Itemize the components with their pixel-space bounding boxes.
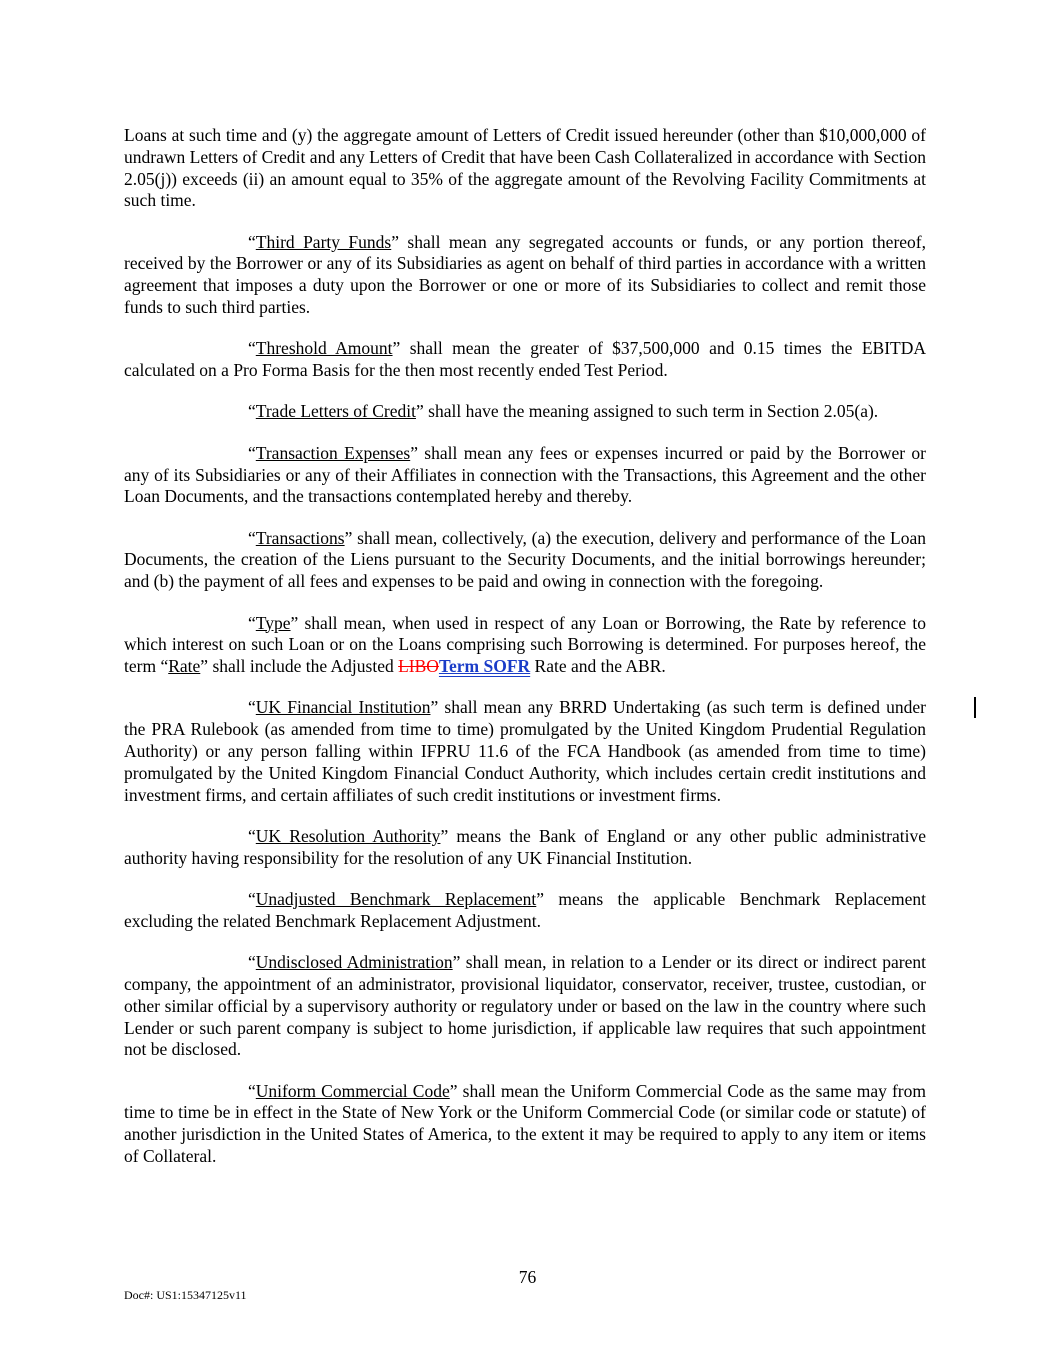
change-bar	[974, 697, 976, 718]
definition-text: ” shall mean, collectively, (a) the execution, delivery and performance of the Loan Documents, the creation of the Liens pursuant to the Security Documents, and the initial borrowings hereunder; and (b) the payment of all fees and expenses to be paid and owing in connection with the foregoing.	[124, 527, 926, 592]
definition-text: ” shall include the Adjusted	[200, 656, 399, 677]
page-number: 76	[518, 1267, 537, 1287]
definition-text: ” means the applicable Benchmark Replacement excluding the related Benchmark Replacement Adjustment.	[124, 889, 926, 931]
definition-text: Rate and the ABR.	[530, 656, 666, 677]
defined-term: Uniform Commercial Code	[255, 1080, 450, 1101]
defined-term: Type	[255, 612, 291, 633]
defined-term: UK Resolution Authority	[255, 825, 441, 846]
definition-trade-letters-of-credit: “Trade Letters of Credit” shall have the meaning assigned to such term in Section 2.05(a).	[248, 401, 879, 422]
definition-text: ” means the Bank of England or any other public administrative authority having responsibility for the resolution of any UK Financial Institution.	[124, 825, 926, 868]
defined-term: UK Financial Institution	[255, 697, 431, 718]
deleted-text: LIBO	[398, 656, 439, 677]
definition-uniform-commercial-code: “Uniform Commercial Code” shall mean the Uniform Commercial Code as the same may from time to time be in effect in the State of New York or the Uniform Commercial Code (or similar code or statute) of another jurisdiction in the United States of America, to the extent it may be required to apply to any item or items of Collateral.	[124, 1080, 926, 1166]
definition-text: ” shall mean any fees or expenses incurred or paid by the Borrower or any of its Subsidiaries or any of their Affiliates in connection with the Transactions, this Agreement and the other Loan Documents, and the transactions contemplated hereby and thereby.	[124, 442, 926, 507]
defined-term: Transactions	[255, 527, 345, 548]
definition-transaction-expenses: “Transaction Expenses” shall mean any fees or expenses incurred or paid by the Borrower or any of its Subsidiaries or any of their Affiliates in connection with the Transactions, this Agreement and the other Loan Documents, and the transactions contemplated hereby and thereby.	[124, 442, 926, 507]
defined-term: Threshold Amount	[255, 338, 393, 359]
definition-text: ” shall mean, in relation to a Lender or its direct or indirect parent company, the appointment of an administrator, provisional liquidator, conservator, receiver, trustee, custodian, or other similar official by a supervisory authority or regulatory under or based on the law in the country where such Lender or such parent company is subject to home jurisdiction, if applicable law requires that such appointment not be disclosed.	[124, 952, 926, 1060]
definition-text: ” shall mean the greater of $37,500,000 and 0.15 times the EBITDA calculated on a Pro Forma Basis for the then most recently ended Test Period.	[124, 338, 926, 381]
definition-text: ” shall mean any BRRD Undertaking (as such term is defined under the PRA Rulebook (as amended from time to time) promulgated by the United Kingdom Prudential Regulation Authority) or any person falling within IFPRU 11.6 of the FCA Handbook (as amended from time to time) promulgated by the United Kingdom Financial Conduct Authority, which includes certain credit institutions and investment firms, and certain affiliates of such credit institutions or investment firms.	[124, 697, 926, 805]
defined-term: Transaction Expenses	[255, 442, 411, 463]
defined-term: Third Party Funds	[255, 231, 392, 252]
definition-uk-resolution-authority: “UK Resolution Authority” means the Bank of England or any other public administrative authority having responsibility for the resolution of any UK Financial Institution.	[124, 825, 926, 868]
definition-text: ” shall mean any segregated accounts or funds, or any portion thereof, received by the Borrower or any of its Subsidiaries as agent on behalf of third parties in accordance with a written agreement that imposes a duty upon the Borrower or one or more of its Subsidiaries to collect and remit those funds to such third parties.	[124, 231, 926, 318]
definition-text: ” shall mean, when used in respect of any Loan or Borrowing, the Rate by reference to which interest on such Loan or on the Loans comprising such Borrowing is determined. For purposes hereof, the term “	[124, 612, 926, 677]
defined-term: Undisclosed Administration	[255, 952, 453, 973]
definition-threshold-amount: “Threshold Amount” shall mean the greater of $37,500,000 and 0.15 times the EBITDA calculated on a Pro Forma Basis for the then most recently ended Test Period.	[124, 338, 926, 381]
inserted-text: Term SOFR	[438, 656, 531, 677]
document-body	[124, 125, 926, 1187]
document-id: Doc#: US1:15347125v11	[124, 1288, 247, 1302]
definition-undisclosed-administration: “Undisclosed Administration” shall mean, in relation to a Lender or its direct or indirect parent company, the appointment of an administrator, provisional liquidator, conservator, receiver, trustee, custodian, or other similar official by a supervisory authority or regulatory under or based on the law in the country where such Lender or such parent company is subject to home jurisdiction, if applicable law requires that such appointment not be disclosed.	[124, 952, 926, 1060]
defined-term: Unadjusted Benchmark Replacement	[255, 889, 537, 910]
definition-text: ” shall have the meaning assigned to such term in Section 2.05(a).	[416, 401, 879, 422]
definition-third-party-funds: “Third Party Funds” shall mean any segregated accounts or funds, or any portion thereof, received by the Borrower or any of its Subsidiaries as agent on behalf of third parties in accordance with a written agreement that imposes a duty upon the Borrower or one or more of its Subsidiaries to collect and remit those funds to such third parties.	[124, 231, 926, 318]
definition-type: “Type” shall mean, when used in respect of any Loan or Borrowing, the Rate by reference to which interest on such Loan or on the Loans comprising such Borrowing is determined. For purposes hereof, the term “Rate” shall include the Adjusted LIBOTerm SOFR Rate and the ABR.	[124, 612, 926, 677]
definition-transactions: “Transactions” shall mean, collectively, (a) the execution, delivery and performance of the Loan Documents, the creation of the Liens pursuant to the Security Documents, and the initial borrowings hereunder; and (b) the payment of all fees and expenses to be paid and owing in connection with the foregoing.	[124, 527, 926, 592]
definition-uk-financial-institution: “UK Financial Institution” shall mean any BRRD Undertaking (as such term is defined under the PRA Rulebook (as amended from time to time) promulgated by the United Kingdom Prudential Regulation Authority) or any person falling within IFPRU 11.6 of the FCA Handbook (as amended from time to time) promulgated by the United Kingdom Financial Conduct Authority, which includes certain credit institutions and investment firms, and certain affiliates of such credit institutions or investment firms.	[124, 697, 926, 805]
definition-unadjusted-benchmark-replacement: “Unadjusted Benchmark Replacement” means the applicable Benchmark Replacement excluding the related Benchmark Replacement Adjustment.	[124, 889, 926, 931]
paragraph-text: Loans at such time and (y) the aggregate amount of Letters of Credit issued hereunder (other than $10,000,000 of undrawn Letters of Credit and any Letters of Credit that have been Cash Collateralized in accordance with Section 2.05(j)) exceeds (ii) an amount equal to 35% of the aggregate amount of the Revolving Facility Commitments at such time.	[124, 125, 926, 211]
paragraph-continuation	[124, 125, 926, 212]
defined-term: Trade Letters of Credit	[255, 401, 416, 422]
definition-text: ” shall mean the Uniform Commercial Code as the same may from time to time be in effect in the State of New York or the Uniform Commercial Code (or similar code or statute) of another jurisdiction in the United States of America, to the extent it may be required to apply to any item or items of Collateral.	[124, 1080, 926, 1166]
defined-term-inner: Rate	[168, 656, 201, 677]
